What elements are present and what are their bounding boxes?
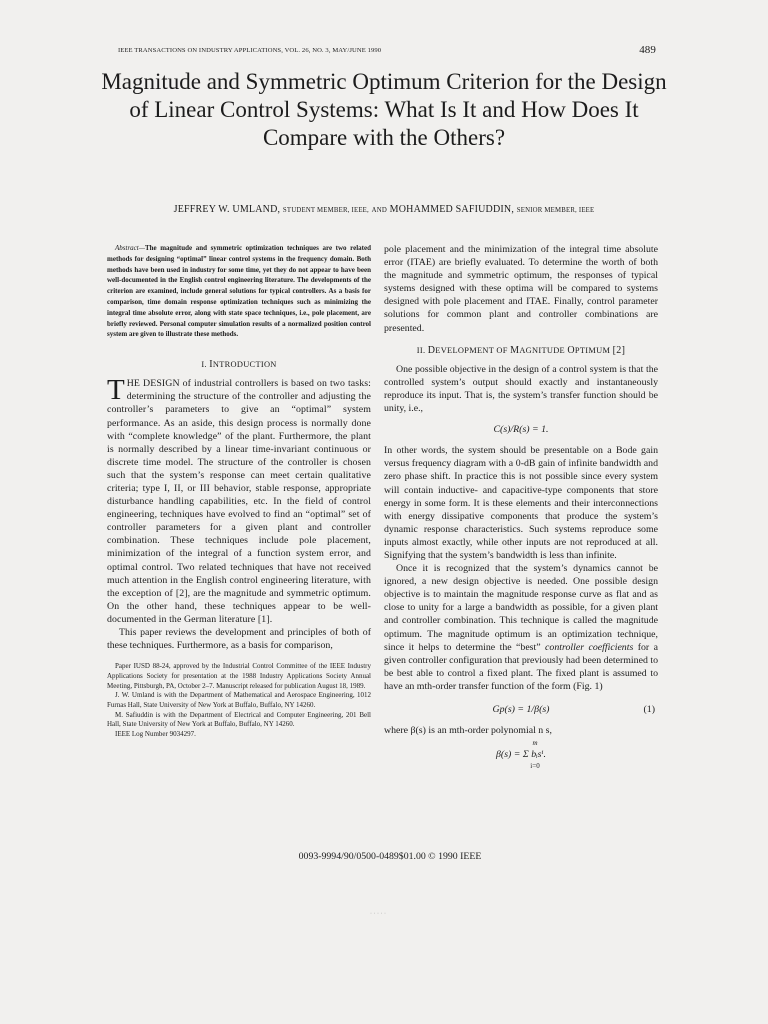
author-affiliation: STUDENT MEMBER, IEEE, bbox=[282, 207, 369, 214]
copyright-line: 0093-9994/90/0500-0489$01.00 © 1990 IEEE bbox=[298, 851, 482, 862]
equation-body: Gp(s) = 1/β(s) bbox=[492, 704, 550, 715]
journal-running-head: IEEE TRANSACTIONS ON INDUSTRY APPLICATIONS, VOL. 26, NO. 3, MAY/JUNE 1990 bbox=[118, 47, 382, 54]
heading-capital: D bbox=[427, 344, 436, 356]
footnote-item: J. W. Umland is with the Department of Mathematical and Aerospace Engineering, 1012 Furnas Hall, State University of New York at Buffalo, Buffalo, NY 14260. bbox=[107, 691, 371, 710]
abstract-lead: Abstract— bbox=[115, 244, 145, 252]
equation-polynomial bbox=[384, 739, 658, 771]
right-column bbox=[384, 243, 658, 771]
heading-capital: O bbox=[567, 344, 575, 356]
section-heading-introduction bbox=[107, 358, 371, 371]
footnote-item: IEEE Log Number 9034297. bbox=[115, 730, 196, 739]
intro-paragraph-2: This paper reviews the development and principles of both of these techniques. Furthermore, as a basis for comparison, bbox=[107, 627, 371, 652]
heading-rest: EVELOPMENT bbox=[435, 345, 494, 355]
paper-title: Magnitude and Symmetric Optimum Criterion for the Design of Linear Control Systems: What Is It and How Does It Compare with the Others? bbox=[101, 69, 667, 150]
section-numeral: I. bbox=[201, 360, 207, 370]
equation-1 bbox=[384, 703, 658, 716]
footnote-item: M. Safiuddin is with the Department of Electrical and Computer Engineering, 201 Bell Hall, State University of New York at Buffalo, Buffalo, NY 14260. bbox=[107, 710, 371, 729]
author-conjunction: AND bbox=[371, 207, 387, 214]
heading-capital: M bbox=[510, 344, 520, 356]
paragraph-text: for a given controller configuration that previously had been determined to be best able to control a fixed plant. The fixed plant is assumed to have an mth-order transfer function of the form (Fig. 1) bbox=[384, 641, 658, 692]
drop-cap: T bbox=[107, 374, 125, 407]
emphasized-text: controller coefficients bbox=[545, 641, 634, 653]
author-name: JEFFREY W. UMLAND, bbox=[173, 204, 281, 215]
intro-paragraph-1 bbox=[107, 374, 371, 626]
running-header bbox=[118, 44, 656, 58]
abstract-body: The magnitude and symmetric optimization techniques are two related methods for designing “optimal” linear control systems in the frequency domain. Both methods have been used in industry for some time, yet they do not appear to have been well-documented in the English control engineering literature. The developments of the criterion are examined, include general solutions for typical controllers. As a basis for comparison, time domain response optimization techniques such as minimizing the integral time absolute error, along with state space techniques, i.e., pole placement, are briefly reviewed. Personal computer simulation results of a normalized position control system are given to illustrate these methods. bbox=[107, 244, 371, 339]
paragraph-text: Once it is recognized that the system’s dynamics cannot be ignored, a new design objective is needed. One possible design objective is to maintain the magnitude response curve as flat and as close to unity for a large a bandwidth as possible, for a given plant and controller combination. This technique is called the magnitude optimum. The magnitude optimum is an optimization technique, since it helps to determine the “best” bbox=[384, 563, 658, 653]
body-paragraph bbox=[384, 562, 658, 693]
scan-artifact: · · · · · bbox=[370, 911, 386, 917]
section-heading-magnitude-optimum bbox=[384, 344, 658, 357]
footnote-item: Paper IUSD 88-24, approved by the Industrial Control Committee of the IEEE Industry Applications Society for presentation at the 1988 Industry Applications Society Annual Meeting, Pittsburgh, PA, October 2–7. Manuscript released for publication August 18, 1989. bbox=[107, 662, 371, 690]
section-numeral: II. bbox=[416, 345, 426, 355]
left-column bbox=[107, 243, 371, 740]
heading-rest: PTIMUM bbox=[574, 345, 611, 355]
heading-rest: AGNITUDE bbox=[519, 345, 565, 355]
heading-rest: NTRODUCTION bbox=[212, 360, 277, 370]
equation-body: β(s) = Σ bᵢsⁱ. bbox=[496, 749, 546, 761]
footnotes bbox=[107, 662, 371, 740]
author-affiliation: SENIOR MEMBER, IEEE bbox=[516, 207, 595, 214]
body-paragraph: In other words, the system should be presentable on a Bode gain versus frequency diagram with a 0-dB gain of infinite bandwidth and zero phase shift. In practice this is not possible since every system will contain inductive- and capacitive-type components that store energy in some form. It is these elements and their interconnections with energy dissipative components that produce the system’s dynamic response characteristics. Such systems reproduce some inputs almost exactly, while other inputs are not reproduced at all. Signifying that the system’s bandwidth is less than infinite. bbox=[384, 445, 658, 561]
sum-upper-limit: m bbox=[532, 739, 538, 748]
abstract bbox=[107, 243, 371, 340]
body-paragraph: where β(s) is an mth-order polynomial n s, bbox=[384, 725, 552, 737]
author-name: MOHAMMED SAFIUDDIN, bbox=[389, 204, 515, 215]
equation-number: (1) bbox=[643, 704, 655, 715]
heading-capital: I bbox=[209, 359, 213, 371]
heading-rest: OF bbox=[496, 345, 508, 355]
body-paragraph: One possible objective in the design of a control system is that the controlled system’s output should exactly and instantaneously reproduce its input. That is, the system’s transfer function should be unity, i.e., bbox=[384, 363, 658, 415]
author-line bbox=[90, 204, 678, 215]
intro-paragraph-1-text: HE DESIGN of industrial controllers is based on two tasks: determining the structure of the controller and adjusting the controller’s parameters to give an “optimal” system performance. As an aside, this design process is normally done with “complete knowledge” of the plant. Furthermore, the plant is normally described by a linear time-invariant continuous or discrete time model. The structure of the controller is chosen such that the system’s response can meet certain qualitative criteria; type I, II, or III behavior, stable response, appropriate disturbance handling capabilities, etc. In the field of control engineering, techniques have evolved to find an “optimal” set of controller parameters for a given plant and controller combination. These techniques include pole placement, minimization of the integral of a function system error, and optimal control. Two related techniques that have not received much attention in the English control engineering literature, with the exception of [2], are the magnitude and symmetric optimum. On the other hand, these techniques appear to be well-documented in the German literature [1]. bbox=[107, 378, 371, 625]
equation-transfer-unity: C(s)/R(s) = 1. bbox=[493, 424, 549, 436]
page-number: 489 bbox=[639, 44, 656, 56]
continued-paragraph: pole placement and the minimization of the integral time absolute error (ITAE) are briefly evaluated. To determine the worth of both the magnitude and symmetric optimum, the responses of typical systems designed with these optima will be compared to systems designed with pole placement and ITAE. Finally, control parameter solutions for common plant and controller combinations are presented. bbox=[384, 244, 658, 334]
sum-lower-limit: i=0 bbox=[530, 762, 540, 771]
section-reference: [2] bbox=[612, 344, 626, 356]
